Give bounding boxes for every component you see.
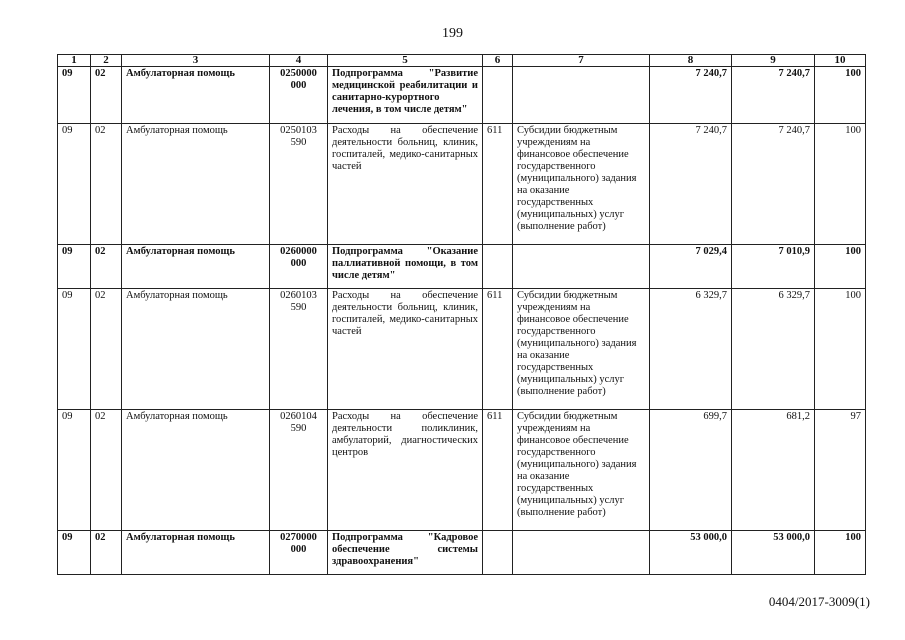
cell-planned: 7 240,7 [650, 67, 732, 124]
cell-planned: 7 240,7 [650, 124, 732, 245]
cell-actual: 53 000,0 [732, 531, 815, 575]
document-code: 0404/2017-3009(1) [768, 594, 870, 609]
cell-name: Амбулаторная помощь [122, 289, 270, 410]
cell-description: Подпрограмма "Развитие медицинской реабилитации и санитарно-курортного лечения, в том числе детям" [328, 67, 483, 124]
table-row [58, 124, 866, 245]
cell-actual: 7 010,9 [732, 245, 815, 289]
cell-expense-description [513, 531, 650, 575]
table-row [58, 245, 866, 289]
cell-target-code: 0270000 000 [270, 531, 328, 575]
col-header-8: 8 [650, 55, 732, 67]
cell-percent: 100 [815, 124, 866, 245]
cell-target-code: 0260104 590 [270, 410, 328, 531]
cell-section: 09 [58, 124, 91, 245]
cell-expense-type [483, 531, 513, 575]
cell-section: 09 [58, 289, 91, 410]
cell-target-code: 0250000 000 [270, 67, 328, 124]
cell-actual: 7 240,7 [732, 67, 815, 124]
col-header-5: 5 [328, 55, 483, 67]
cell-planned: 699,7 [650, 410, 732, 531]
cell-subsection: 02 [91, 67, 122, 124]
cell-target-code: 0260103 590 [270, 289, 328, 410]
cell-description: Подпрограмма "Оказание паллиативной помощи, в том числе детям" [328, 245, 483, 289]
cell-actual: 681,2 [732, 410, 815, 531]
cell-expense-description: Субсидии бюджетным учреждениям на финансовое обеспечение государственного (муниципального) задания на оказание государственных (муниципальных) услуг (выполнение работ) [513, 124, 650, 245]
cell-percent: 100 [815, 67, 866, 124]
cell-actual: 7 240,7 [732, 124, 815, 245]
col-header-2: 2 [91, 55, 122, 67]
cell-subsection: 02 [91, 289, 122, 410]
cell-expense-type: 611 [483, 124, 513, 245]
cell-section: 09 [58, 531, 91, 575]
table-row [58, 410, 866, 531]
cell-section: 09 [58, 245, 91, 289]
budget-table [57, 54, 866, 575]
cell-expense-description: Субсидии бюджетным учреждениям на финансовое обеспечение государственного (муниципального) задания на оказание государственных (муниципальных) услуг (выполнение работ) [513, 410, 650, 531]
col-header-3: 3 [122, 55, 270, 67]
cell-expense-description [513, 67, 650, 124]
col-header-6: 6 [483, 55, 513, 67]
table-row [58, 531, 866, 575]
cell-planned: 53 000,0 [650, 531, 732, 575]
cell-subsection: 02 [91, 531, 122, 575]
col-header-9: 9 [732, 55, 815, 67]
cell-expense-type: 611 [483, 410, 513, 531]
cell-percent: 100 [815, 245, 866, 289]
cell-section: 09 [58, 410, 91, 531]
cell-name: Амбулаторная помощь [122, 245, 270, 289]
cell-planned: 7 029,4 [650, 245, 732, 289]
cell-name: Амбулаторная помощь [122, 124, 270, 245]
table-row [58, 289, 866, 410]
cell-description: Подпрограмма "Кадровое обеспечение системы здравоохранения" [328, 531, 483, 575]
cell-subsection: 02 [91, 124, 122, 245]
table-row [58, 67, 866, 124]
cell-description: Расходы на обеспечение деятельности больниц, клиник, госпиталей, медико-санитарных частей [328, 289, 483, 410]
cell-expense-description: Субсидии бюджетным учреждениям на финансовое обеспечение государственного (муниципального) задания на оказание государственных (муниципальных) услуг (выполнение работ) [513, 289, 650, 410]
cell-section: 09 [58, 67, 91, 124]
col-header-4: 4 [270, 55, 328, 67]
cell-subsection: 02 [91, 245, 122, 289]
page-number: 199 [442, 26, 463, 41]
cell-percent: 100 [815, 289, 866, 410]
cell-expense-type: 611 [483, 289, 513, 410]
cell-expense-type [483, 245, 513, 289]
col-header-1: 1 [58, 55, 91, 67]
header-row [58, 55, 866, 67]
cell-name: Амбулаторная помощь [122, 531, 270, 575]
col-header-7: 7 [513, 55, 650, 67]
cell-percent: 97 [815, 410, 866, 531]
col-header-10: 10 [815, 55, 866, 67]
cell-target-code: 0250103 590 [270, 124, 328, 245]
cell-name: Амбулаторная помощь [122, 410, 270, 531]
cell-description: Расходы на обеспечение деятельности больниц, клиник, госпиталей, медико-санитарных частей [328, 124, 483, 245]
cell-expense-description [513, 245, 650, 289]
cell-name: Амбулаторная помощь [122, 67, 270, 124]
cell-expense-type [483, 67, 513, 124]
cell-percent: 100 [815, 531, 866, 575]
cell-subsection: 02 [91, 410, 122, 531]
cell-description: Расходы на обеспечение деятельности поликлиник, амбулаторий, диагностических центров [328, 410, 483, 531]
cell-planned: 6 329,7 [650, 289, 732, 410]
cell-actual: 6 329,7 [732, 289, 815, 410]
cell-target-code: 0260000 000 [270, 245, 328, 289]
